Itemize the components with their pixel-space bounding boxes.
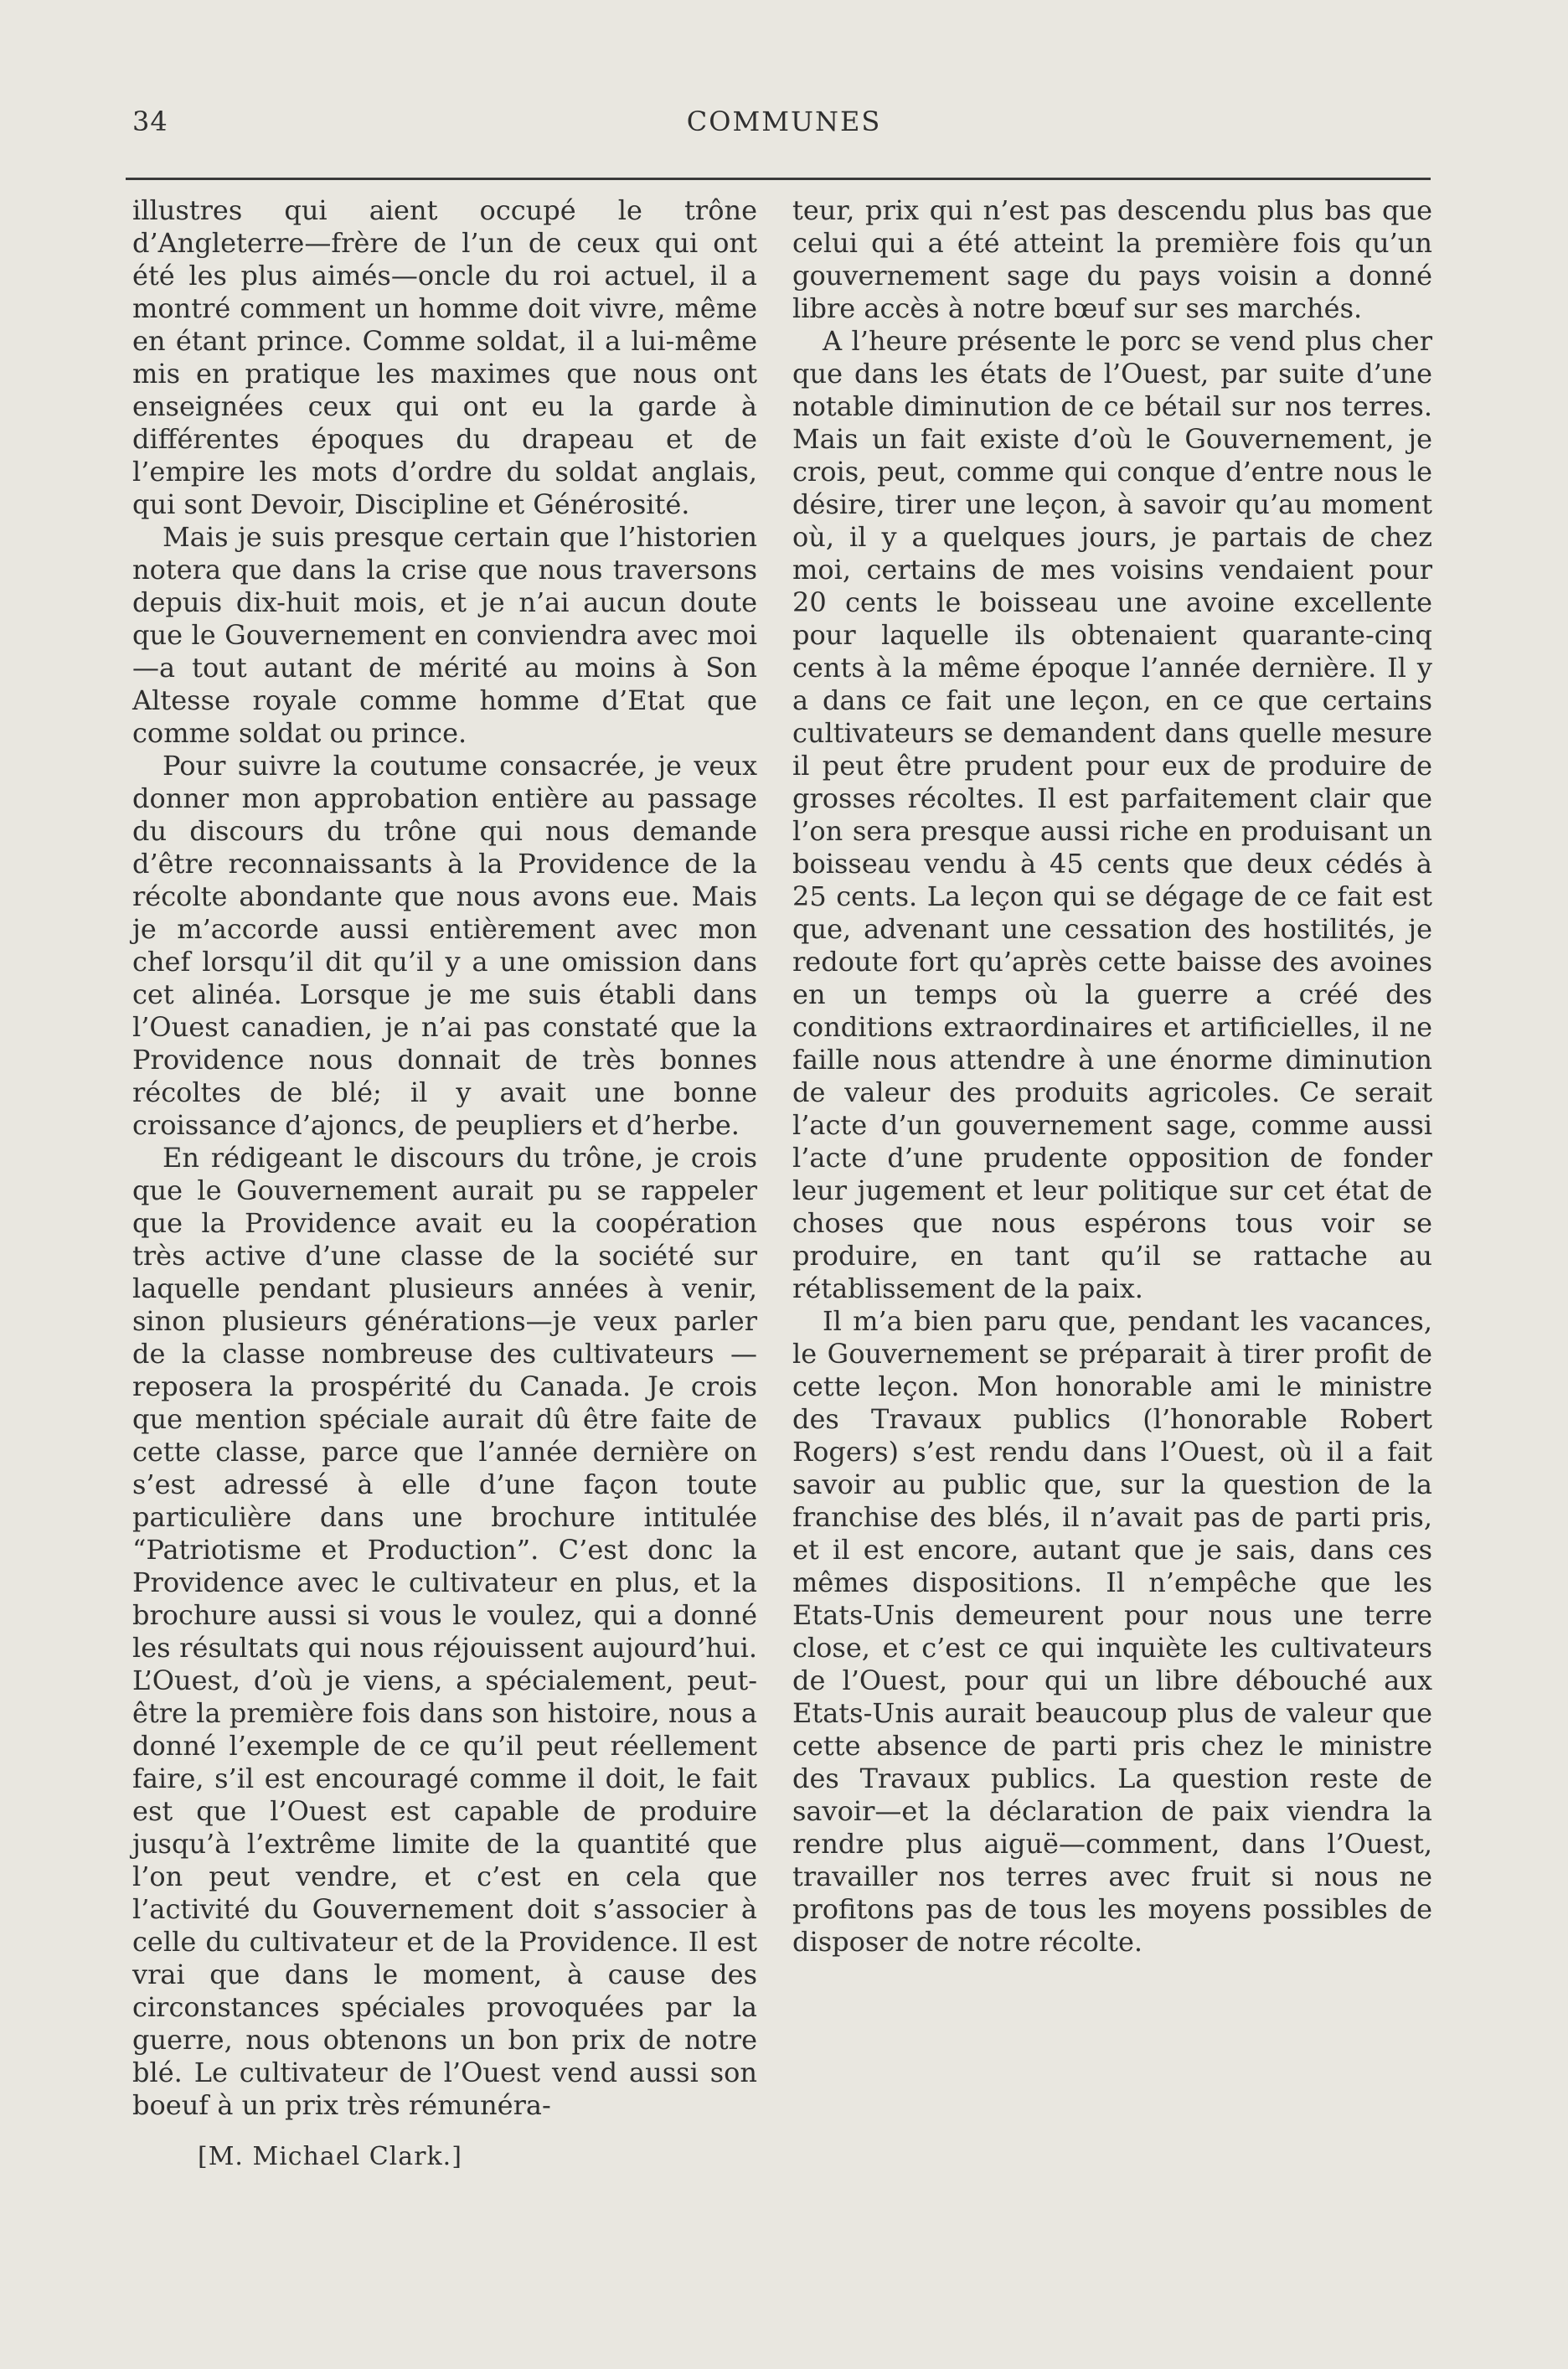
left-paragraph-2: Mais je suis presque certain que l’historien notera que dans la crise que nous traversons depuis dix-huit mois, et je n’ai aucun doute que le Gouvernement en conviendra avec moi—a tout autant de mérité au moins à Son Altesse royale comme homme d’Etat que comme soldat ou prince. — [132, 521, 757, 749]
right-paragraph-3: Il m’a bien paru que, pendant les vacances, le Gouvernement se préparait à tirer profit de cette leçon. Mon honorable ami le ministre des Travaux publics (l’honorable Robert Rogers) s’est rendu dans l’Ouest, où il a fait savoir au public que, sur la question de la franchise des blés, il n’avait pas de parti pris, et il est encore, autant que je sais, dans ces mêmes dispositions. Il n’empêche que les Etats-Unis demeurent pour nous une terre close, et c’est ce qui inquiète les cultivateurs de l’Ouest, pour qui un libre débouché aux Etats-Unis aurait beaucoup plus de valeur que cette absence de parti pris chez le ministre des Travaux publics. La question reste de savoir—et la déclaration de paix viendra la rendre plus aiguë—comment, dans l’Ouest, travailler nos terres avec fruit si nous ne profitons pas de tous les moyens possibles de disposer de notre récolte. — [792, 1305, 1432, 1958]
right-column — [792, 194, 1432, 1959]
left-paragraph-3: Pour suivre la coutume consacrée, je veux donner mon approbation entière au passage du discours du trône qui nous demande d’être reconnaissants à la Providence de la récolte abondante que nous avons eue. Mais je m’accorde aussi entièrement avec mon chef lorsqu’il dit qu’il y a une omission dans cet alinéa. Lorsque je me suis établi dans l’Ouest canadien, je n’ai pas constaté que la Providence nous donnait de très bonnes récoltes de blé; il y avait une bonne croissance d’ajoncs, de peupliers et d’herbe. — [132, 750, 757, 1141]
page-number: 34 — [132, 106, 168, 137]
left-paragraph-1: illustres qui aient occupé le trône d’Angleterre—frère de l’un de ceux qui ont été les plus aimés—oncle du roi actuel, il a montré comment un homme doit vivre, même en étant prince. Comme soldat, il a lui-même mis en pratique les maximes que nous ont enseignées ceux qui ont eu la garde à différentes époques du drapeau et de l’empire les mots d’ordre du soldat anglais, qui sont Devoir, Discipline et Générosité. — [132, 194, 757, 520]
running-title: COMMUNES — [686, 106, 882, 137]
right-paragraph-1: teur, prix qui n’est pas descendu plus bas que celui qui a été atteint la première fois qu’un gouvernement sage du pays voisin a donné libre accès à notre bœuf sur ses marchés. — [792, 194, 1432, 324]
header-rule — [126, 178, 1431, 180]
right-paragraph-2: A l’heure présente le porc se vend plus cher que dans les états de l’Ouest, par suite d’une notable diminution de ce bétail sur nos terres. Mais un fait existe d’où le Gouvernement, je crois, peut, comme qui conque d’entre nous le désire, tirer une leçon, à savoir qu’au moment où, il y a quelques jours, je partais de chez moi, certains de mes voisins vendaient pour 20 cents le boisseau une avoine excellente pour laquelle ils obtenaient quarante-cinq cents à la même époque l’année dernière. Il y a dans ce fait une leçon, en ce que certains cultivateurs se demandent dans quelle mesure il peut être prudent pour eux de produire de grosses récoltes. Il est parfaitement clair que l’on sera presque aussi riche en produisant un boisseau vendu à 45 cents que deux cédés à 25 cents. La leçon qui se dégage de ce fait est que, advenant une cessation des hostilités, je redoute fort qu’après cette baisse des avoines en un temps où la guerre a créé des conditions extraordinaires et artificielles, il ne faille nous attendre à une énorme diminution de valeur des produits agricoles. Ce serait l’acte d’un gouvernement sage, comme aussi l’acte d’une prudente opposition de fonder leur jugement et leur politique sur cet état de choses que nous espérons tous voir se produire, en tant qu’il se rattache au rétablissement de la paix. — [792, 325, 1432, 1304]
speaker-attribution: [M. Michael Clark.] — [198, 2142, 462, 2171]
left-column — [132, 194, 757, 2173]
left-paragraph-4: En rédigeant le discours du trône, je crois que le Gouvernement aurait pu se rappeler que la Providence avait eu la coopération très active d’une classe de la société sur laquelle pendant plusieurs années à venir, sinon plusieurs générations—je veux parler de la classe nombreuse des cultivateurs —reposera la prospérité du Canada. Je crois que mention spéciale aurait dû être faite de cette classe, parce que l’année dernière on s’est adressé à elle d’une façon toute particulière dans une brochure intitulée “Patriotisme et Production”. C’est donc la Providence avec le cultivateur en plus, et la brochure aussi si vous le voulez, qui a donné les résultats qui nous réjouissent aujourd’hui. L’Ouest, d’où je viens, a spécialement, peut-être la première fois dans son histoire, nous a donné l’exemple de ce qu’il peut réellement faire, s’il est encouragé comme il doit, le fait est que l’Ouest est capable de produire jusqu’à l’extrême limite de la quantité que l’on peut vendre, et c’est en cela que l’activité du Gouvernement doit s’associer à celle du cultivateur et de la Providence. Il est vrai que dans le moment, à cause des circonstances spéciales provoquées par la guerre, nous obtenons un bon prix de notre blé. Le cultivateur de l’Ouest vend aussi son boeuf à un prix très rémunéra- — [132, 1142, 757, 2121]
